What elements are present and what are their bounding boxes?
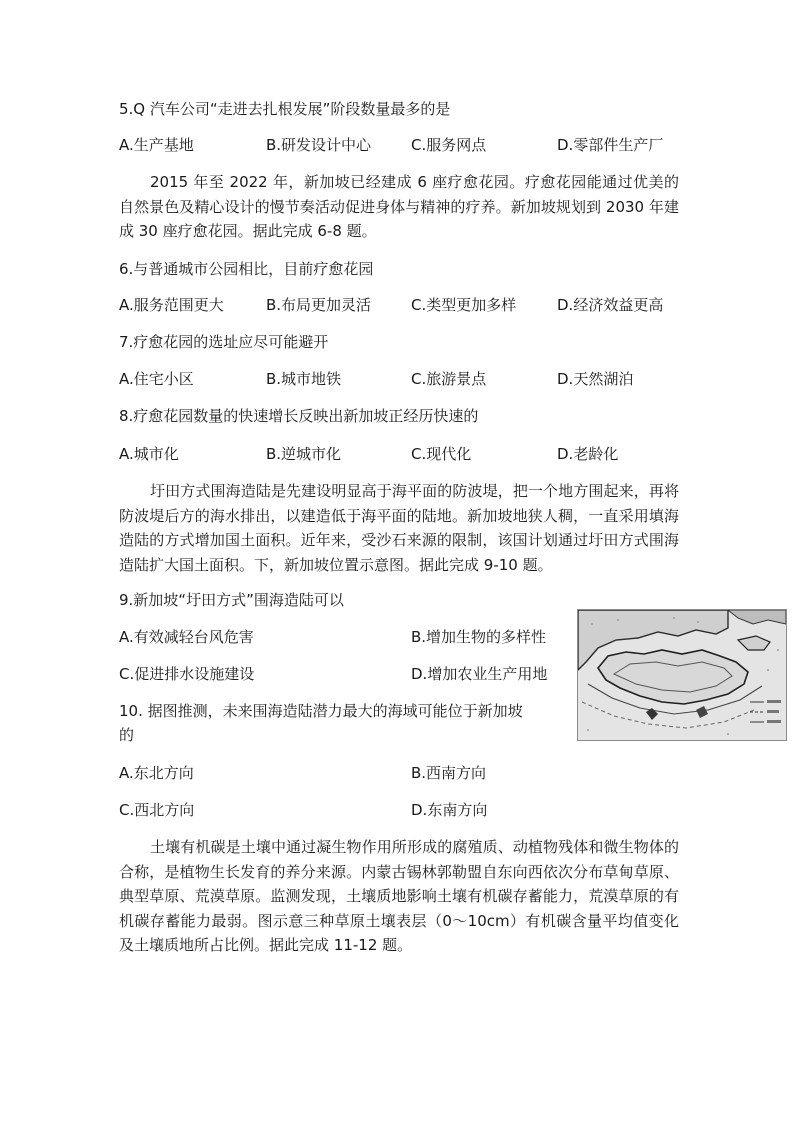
q8-option-a: A.城市化 — [119, 445, 179, 463]
q9-option-a: A.有效减轻台风危害 — [119, 628, 254, 646]
q5-stem: 5.Q 汽车公司“走进去扎根发展”阶段数量最多的是 — [119, 100, 451, 118]
passage-healing-garden: 2015 年至 2022 年，新加坡已经建成 6 座疗愈花园。疗愈花园能通过优美的自然景色及精心设计的慢节奏活动促进身体与精神的疗养。新加坡规划到 2030 年建成 30 座疗愈花园。据此完成 6-8 题。 — [119, 173, 679, 240]
q7-option-a: A.住宅小区 — [119, 370, 194, 388]
q7-option-c: C.旅游景点 — [411, 370, 487, 388]
q9-option-b: B.增加生物的多样性 — [411, 628, 547, 646]
q10-option-a: A.东北方向 — [119, 764, 194, 782]
q10-option-d: D.东南方向 — [411, 801, 488, 819]
q9-option-d: D.增加农业生产用地 — [411, 665, 548, 683]
q5-option-a: A.生产基地 — [119, 136, 194, 154]
q7-option-d: D.天然湖泊 — [557, 370, 634, 388]
q7-option-b: B.城市地铁 — [266, 370, 342, 388]
q6-option-a: A.服务范围更大 — [119, 296, 224, 314]
map-graphic — [578, 610, 786, 740]
singapore-location-map — [577, 609, 787, 741]
passage-soil-organic-carbon: 土壤有机碳是土壤中通过凝生物作用所形成的腐殖质、动植物残体和微生物体的合称，是植物生长发育的养分来源。内蒙古锡林郭勒盟自东向西依次分布草甸草原、典型草原、荒漠草原。监测发现，土壤质地影响土壤有机碳存蓄能力，荒漠草原的有机碳存蓄能力最弱。图示意三种草原土壤表层（0～10cm）有机碳含量平均值变化及土壤质地所占比例。据此完成 11-12 题。 — [119, 838, 679, 954]
q10-option-b: B.西南方向 — [411, 764, 487, 782]
q10-option-c: C.西北方向 — [119, 801, 195, 819]
q5-option-c: C.服务网点 — [411, 136, 487, 154]
q10-stem-line1: 10. 据图推测，未来围海造陆潜力最大的海域可能位于新加坡 — [119, 702, 523, 720]
q5-option-d: D.零部件生产厂 — [557, 136, 664, 154]
q6-option-c: C.类型更加多样 — [411, 296, 517, 314]
q7-stem: 7.疗愈花园的选址应尽可能避开 — [119, 333, 329, 351]
q6-option-d: D.经济效益更高 — [557, 296, 664, 314]
q8-option-b: B.逆城市化 — [266, 445, 342, 463]
q6-stem: 6.与普通城市公园相比，目前疗愈花园 — [119, 260, 374, 278]
q8-stem: 8.疗愈花园数量的快速增长反映出新加坡正经历快速的 — [119, 407, 479, 425]
q9-stem: 9.新加坡“圩田方式”围海造陆可以 — [119, 591, 344, 609]
q9-option-c: C.促进排水设施建设 — [119, 665, 255, 683]
q10-stem-line2: 的 — [119, 726, 135, 744]
q8-option-d: D.老龄化 — [557, 445, 619, 463]
passage-polder-reclamation: 圩田方式围海造陆是先建设明显高于海平面的防波堤，把一个地方围起来，再将防波堤后方的海水排出，以建造低于海平面的陆地。新加坡地狭人稠，一直采用填海造陆的方式增加国土面积。近年来，受沙石来源的限制，该国计划通过圩田方式围海造陆扩大国土面积。下，新加坡位置示意图。据此完成 9-10 题。 — [119, 482, 679, 574]
q8-option-c: C.现代化 — [411, 445, 472, 463]
q5-option-b: B.研发设计中心 — [266, 136, 372, 154]
q6-option-b: B.布局更加灵活 — [266, 296, 372, 314]
